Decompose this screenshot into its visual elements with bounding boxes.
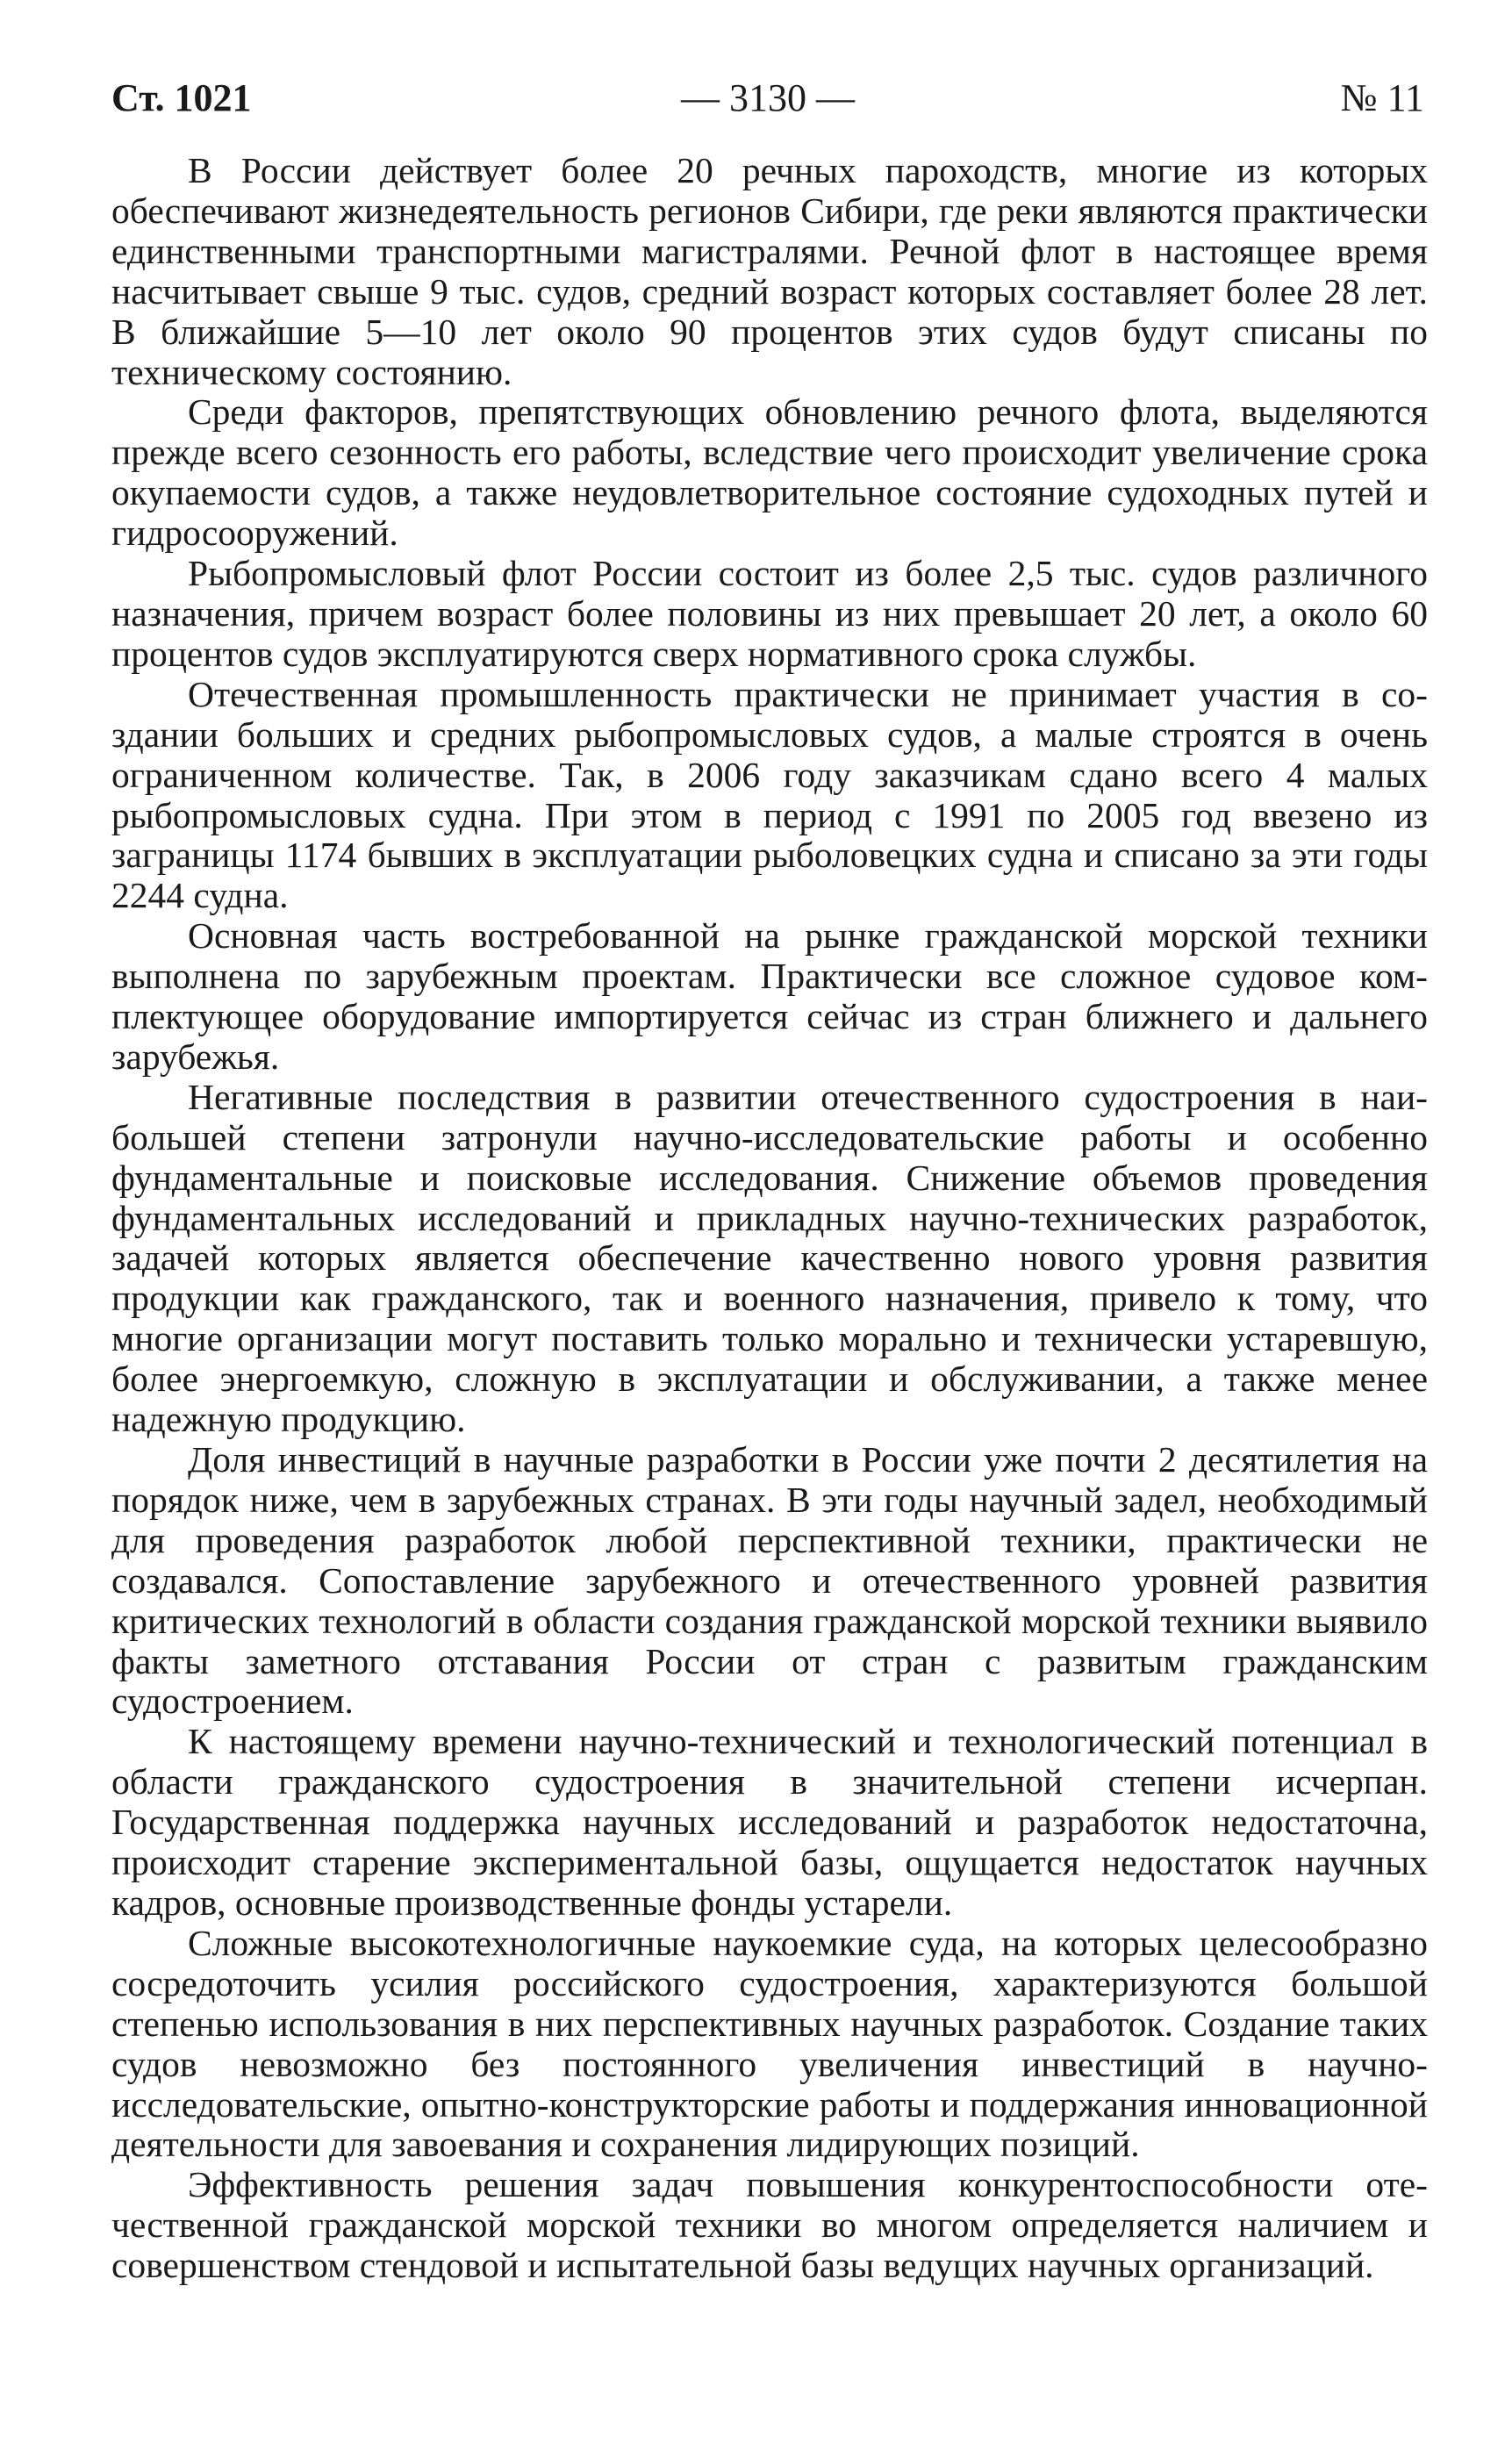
paragraph-research-investment: Доля инвестиций в научные разработки в России уже почти 2 десятилетия на порядок ниже, чем в зарубежных странах. В эти годы научный задел, необходимый для проведения разработок любой перспективной техники, практически не создавался. Сопоставление зарубежного и отечественного уровней развития критических технологий в области создания гражданской морской техники выявило факты заметного отставания России от стран с развитым гражданским судостроением.: [111, 1439, 1428, 1722]
paragraph-research-decline: Негативные последствия в развитии отечественного судостроения в наибольшей степени затронули научно-исследовательские работы и особенно фундаментальные и поисковые исследования. Снижение объемов проведения фундаментальных исследований и прикладных научно-технических разработок, задачей которых является обеспечение качественно нового уровня развития продукции как гражданского, так и военного назначения, привело к тому, что многие организации могут поставить только морально и технически устаревшую, более энергоемкую, сложную в эксплуатации и обслуживании, а также менее надежную продукцию.: [111, 1076, 1428, 1440]
paragraph-renewal-factors: Среди факторов, препятствующих обновлению речного флота, выделяются прежде всего сезонность его работы, вследствие чего происходит увеличение срока окупаемости судов, а также неудовлетворительное состояние судоходных путей и гидросооружений.: [111, 391, 1428, 554]
issue-number: № 11: [1340, 76, 1424, 119]
paragraph-foreign-projects: Основная часть востребованной на рынке гражданской морской техники выполнена по зарубежным проектам. Практически все сложное судовое комплектующее оборудование импортируется сейчас из стран ближнего и дальнего зарубежья.: [111, 915, 1428, 1077]
article-number: Ст. 1021: [111, 76, 252, 119]
document-body: [111, 151, 1428, 2286]
paragraph-potential-exhausted: К настоящему времени научно-технический и технологический потенциал в области гражданского судостроения в значительной степени исчерпан. Государственная поддержка научных исследований и разработок недостаточна, происходит старение экспериментальной базы, ощущается недостаток научных кадров, основные производственные фонды устарели.: [111, 1721, 1428, 1923]
paragraph-domestic-industry: Отечественная промышленность практически не принимает участия в создании больших и средних рыбопромысловых судов, а малые строятся в очень ограниченном количестве. Так, в 2006 году заказчикам сдано всего 4 малых рыбопромысловых судна. При этом в период с 1991 по 2005 год ввезено из заграницы 1174 бывших в эксплуатации рыболовецких судна и списано за эти годы 2244 судна.: [111, 673, 1428, 916]
paragraph-fishing-fleet: Рыбопромысловый флот России состоит из более 2,5 тыс. судов различного назначения, причем возраст более половины из них превышает 20 лет, а около 60 процентов судов эксплуатируются сверх нормативного срока службы.: [111, 553, 1428, 674]
page-number: — 3130 —: [681, 76, 855, 119]
paragraph-test-facilities: Эффективность решения задач повышения конкурентоспособности отечественной гражданской морской техники во многом определяется наличием и совершенством стендовой и испытательной базы ведущих научных организаций.: [111, 2164, 1428, 2286]
paragraph-river-fleet: В России действует более 20 речных пароходств, многие из которых обеспечивают жизнедеятельность регионов Сибири, где реки являются практически единственными транспортными магистралями. Речной флот в настоящее время насчитывает свыше 9 тыс. судов, средний возраст которых составляет более 28 лет. В ближайшие 5—10 лет около 90 процентов этих судов будут списаны по техническому состоянию.: [111, 150, 1428, 392]
paragraph-high-tech-ships: Сложные высокотехнологичные наукоемкие суда, на которых целесообразно сосредоточить усилия российского судостроения, характеризуются большой степенью использования в них перспективных научных разработок. Создание таких судов невозможно без постоянного увеличения инвестиций в научно-исследовательские, опытно-конструкторские работы и поддержания инновационной деятельности для завоевания и сохранения лидирующих позиций.: [111, 1922, 1428, 2165]
page-header: [111, 72, 1424, 125]
